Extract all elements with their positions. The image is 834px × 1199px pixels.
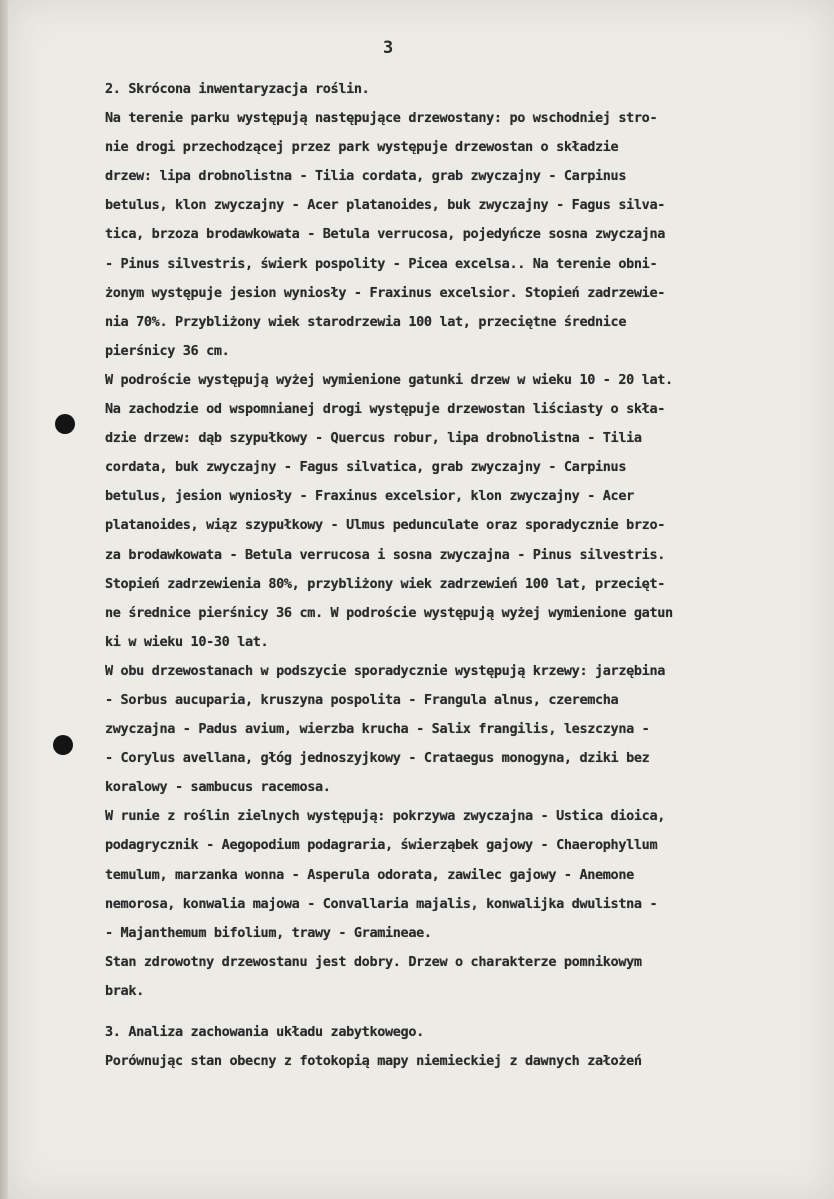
text-line: temulum, marzanka wonna - Asperula odorata, zawilec gajowy - Anemone [105, 866, 634, 883]
text-line: dzie drzew: dąb szypułkowy - Quercus robur, lipa drobnolistna - Tilia [105, 430, 642, 447]
paragraph-gap [105, 1006, 833, 1018]
text-line: platanoides, wiąz szypułkowy - Ulmus pedunculate oraz sporadycznie brzo- [105, 517, 665, 534]
text-line: podagrycznik - Aegopodium podagraria, świerząbek gajowy - Chaerophyllum [105, 837, 658, 854]
text-line: Stan zdrowotny drzewostanu jest dobry. Drzew o charakterze pomnikowym [105, 953, 642, 970]
text-line: drzew: lipa drobnolistna - Tilia cordata, grab zwyczajny - Carpinus [105, 168, 627, 185]
text-line: betulus, jesion wyniosły - Fraxinus excelsior, klon zwyczajny - Acer [105, 488, 634, 505]
text-line: nie drogi przechodzącej przez park występuje drzewostan o składzie [105, 139, 619, 156]
text-line: nemorosa, konwalia majowa - Convallaria majalis, konwalijka dwulistna - [105, 895, 658, 912]
text-line: Na zachodzie od wspomnianej drogi występuje drzewostan liściasty o skła- [105, 401, 665, 418]
text-line: pierśnicy 36 cm. [105, 342, 230, 359]
document-body [105, 75, 833, 1076]
text-line: cordata, buk zwyczajny - Fagus silvatica, grab zwyczajny - Carpinus [105, 459, 627, 476]
scan-edge [0, 0, 8, 1199]
text-line: za brodawkowata - Betula verrucosa i sosna zwyczajna - Pinus silvestris. [105, 546, 665, 563]
text-line: - Corylus avellana, głóg jednoszyjkowy - Crataegus monogyna, dziki bez [105, 750, 650, 767]
text-line: Na terenie parku występują następujące drzewostany: po wschodniej stro- [105, 110, 658, 127]
text-line: nia 70%. Przybliżony wiek starodrzewia 100 lat, przeciętne średnice [105, 313, 627, 330]
text-line: brak. [105, 982, 144, 999]
text-line: tica, brzoza brodawkowata - Betula verrucosa, pojedyńcze sosna zwyczajna [105, 226, 665, 243]
text-line: W podroście występują wyżej wymienione gatunki drzew w wieku 10 - 20 lat. [105, 371, 673, 388]
text-line: ne średnice pierśnicy 36 cm. W podroście występują wyżej wymienione gatun [105, 604, 673, 621]
text-line: W obu drzewostanach w podszycie sporadycznie występują krzewy: jarzębina [105, 662, 665, 679]
text-line: W runie z roślin zielnych występują: pokrzywa zwyczajna - Ustica dioica, [105, 808, 665, 825]
text-line: zwyczajna - Padus avium, wierzba krucha - Salix frangilis, leszczyna - [105, 721, 650, 738]
section-2-heading: 2. Skrócona inwentaryzacja roślin. [105, 81, 370, 97]
text-line: Stopień zadrzewienia 80%, przybliżony wiek zadrzewień 100 lat, przecięt- [105, 575, 665, 592]
punch-hole-upper [55, 414, 75, 434]
text-line: ki w wieku 10-30 lat. [105, 633, 269, 650]
text-line: koralowy - sambucus racemosa. [105, 779, 331, 796]
text-line: betulus, klon zwyczajny - Acer platanoides, buk zwyczajny - Fagus silva- [105, 197, 665, 214]
text-line: - Majanthemum bifolium, trawy - Gramineae. [105, 924, 432, 941]
page-number: 3 [383, 38, 394, 58]
text-line: Porównując stan obecny z fotokopią mapy niemieckiej z dawnych założeń [105, 1053, 642, 1070]
text-line: - Sorbus aucuparia, kruszyna pospolita - Frangula alnus, czeremcha [105, 691, 619, 708]
punch-hole-lower [53, 735, 73, 755]
section-3-heading: 3. Analiza zachowania układu zabytkowego. [105, 1024, 424, 1040]
text-line: - Pinus silvestris, świerk pospolity - Picea excelsa.. Na terenie obni- [105, 255, 658, 272]
text-line: żonym występuje jesion wyniosły - Fraxinus excelsior. Stopień zadrzewie- [105, 284, 665, 301]
